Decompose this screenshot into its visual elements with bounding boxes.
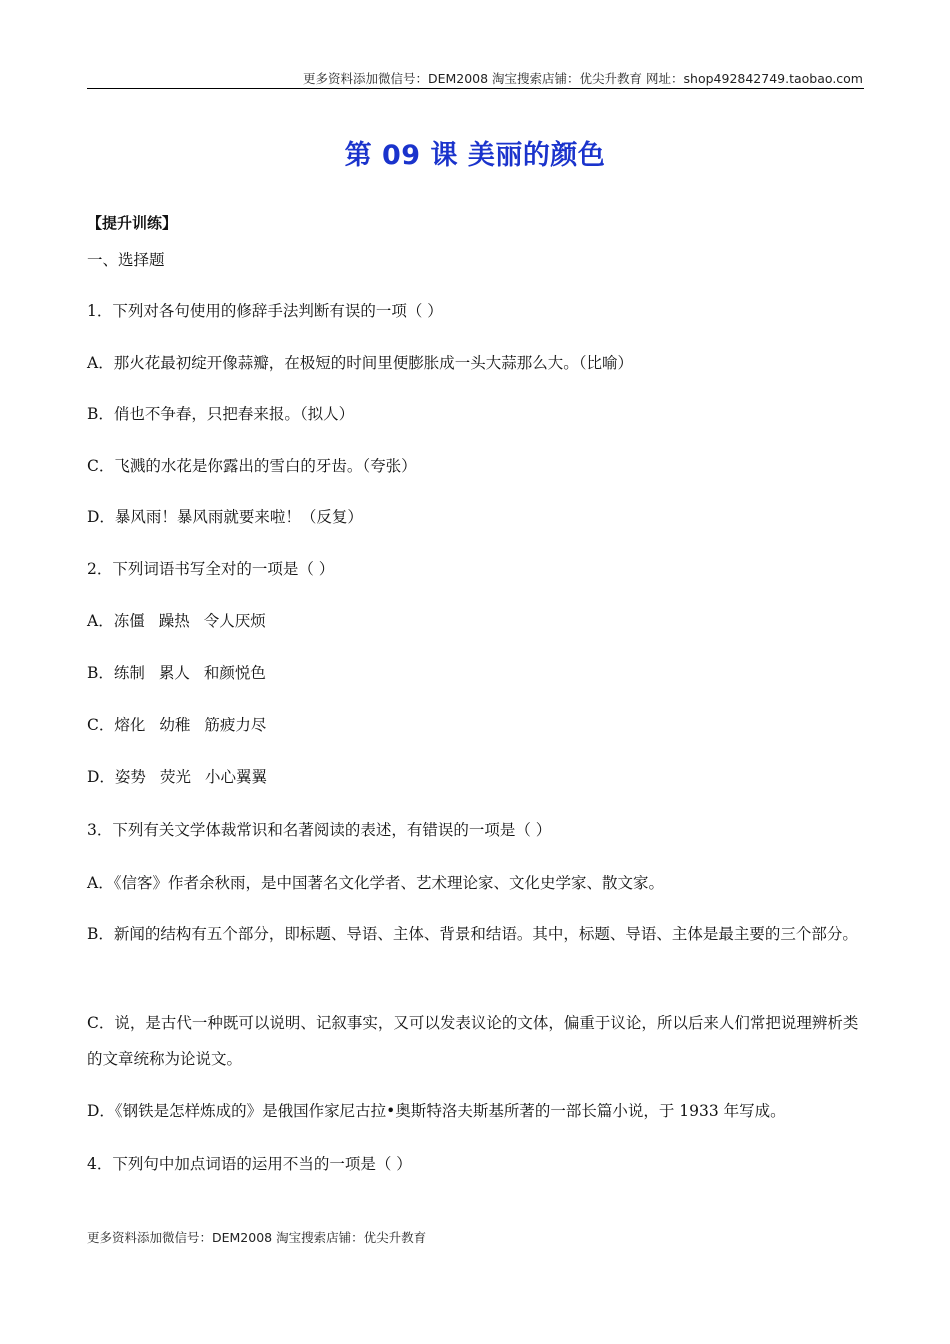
question-1-option-c: C．飞溅的水花是你露出的雪白的牙齿。（夸张）	[87, 457, 417, 475]
option-word: B．练制	[87, 664, 145, 682]
option-word: 令人厌烦	[203, 612, 266, 630]
section-heading: 【提升训练】	[87, 214, 178, 232]
option-word: 累人	[158, 664, 190, 682]
question-2-option-c	[87, 707, 863, 743]
question-2-option-a	[87, 603, 863, 639]
question-1-option-b: B．俏也不争春，只把春来报。（拟人）	[87, 405, 355, 423]
question-1-stem: 1．下列对各句使用的修辞手法判断有误的一项（ ）	[87, 302, 443, 320]
option-word: 和颜悦色	[203, 664, 266, 682]
question-3-option-a: A．《信客》作者余秋雨，是中国著名文化学者、艺术理论家、文化史学家、散文家。	[87, 874, 664, 892]
page-footer-text: 更多资料添加微信号：DEM2008 淘宝搜索店铺：优尖升教育	[87, 1230, 427, 1245]
option-word: 荧光	[159, 768, 191, 786]
header-divider	[87, 88, 864, 89]
question-2-option-b	[87, 655, 863, 691]
question-3-option-c: C．说，是古代一种既可以说明、记叙事实，又可以发表议论的文体，偏重于议论，所以后来人们常把说理辨析类的文章统称为论说文。	[87, 1014, 859, 1068]
option-word: A．冻僵	[87, 612, 145, 630]
question-2-stem: 2．下列词语书写全对的一项是（ ）	[87, 560, 335, 578]
option-word: 筋疲力尽	[204, 716, 267, 734]
option-word: 幼稚	[159, 716, 191, 734]
question-1-option-a: A．那火花最初绽开像蒜瓣，在极短的时间里便膨胀成一头大蒜那么大。（比喻）	[87, 354, 633, 372]
option-word: 躁热	[158, 612, 190, 630]
question-3-option-d: D．《钢铁是怎样炼成的》是俄国作家尼古拉•奥斯特洛夫斯基所著的一部长篇小说，于 1933 年写成。	[87, 1102, 786, 1120]
option-word: C．熔化	[87, 716, 146, 734]
question-3-stem: 3．下列有关文学体裁常识和名著阅读的表述，有错误的一项是（ ）	[87, 821, 552, 839]
question-3-option-b: B．新闻的结构有五个部分，即标题、导语、主体、背景和结语。其中，标题、导语、主体是最主要的三个部分。	[87, 925, 858, 943]
question-2-option-d	[87, 759, 863, 795]
part-heading: 一、选择题	[87, 251, 165, 269]
question-4-stem: 4．下列句中加点词语的运用不当的一项是（ ）	[87, 1155, 412, 1173]
lesson-title: 第 09 课 美丽的颜色	[344, 140, 606, 171]
page-header-text: 更多资料添加微信号：DEM2008 淘宝搜索店铺：优尖升教育 网址：shop492842749.taobao.com	[302, 71, 863, 86]
option-word: 小心翼翼	[204, 768, 267, 786]
question-1-option-d: D．暴风雨！暴风雨就要来啦！（反复）	[87, 508, 363, 526]
option-word: D．姿势	[87, 768, 146, 786]
